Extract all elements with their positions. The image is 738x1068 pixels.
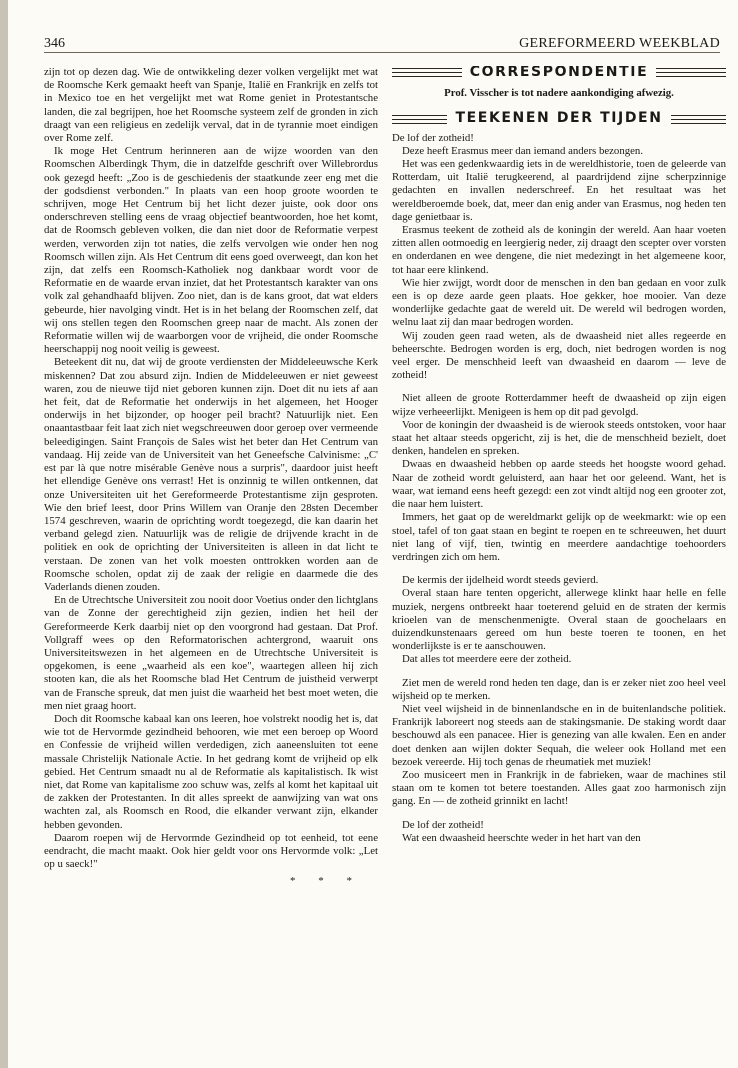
article-paragraph: Immers, het gaat op de wereldmarkt gelijk op de weekmarkt: wie op een stoel, tafel of ton gaat staan en begint te roepen en te schreeuwen, het duurt niet lang of vijf, tien, twintig en meerdere aandachtige toehoorders verdringen zich om hem. [392,511,726,563]
correspondentie-notice: Prof. Visscher is tot nadere aankondiging afwezig. [444,87,674,100]
page-header [44,30,720,53]
article-paragraph: Zoo musiceert men in Frankrijk in de fabrieken, waar de machines stil staan om te komen tot betere toestanden. Alles gaat zoo harmonisch zijn gang. En — de zotheid grinnikt en lacht! [392,768,726,808]
article-paragraph: Daarom roepen wij de Hervormde Gezindheid op tot eenheid, tot eene eendracht, die macht maakt. Ook hier geldt voor ons Hervormde volk: „Let op u saeck!" [44,831,378,871]
heading-rule-right [656,68,726,77]
heading-rule-left [392,115,447,124]
correspondentie-heading [392,66,726,79]
article-paragraph: Ik moge Het Centrum herinneren aan de wijze woorden van den Roomschen Alberdingk Thym, die in datzelfde geschrift over Willebrordus ook gezegd heeft: „Zoo is de geschiedenis der staatkunde zeer eng met die der godsdienst verbonden." In plaats van een hoop groote woorden te schrijven, moge Het Centrum bij het licht dezer juiste, ook door ons onderschreven stelling eens de vraag objectief beantwoorden, hoe het komt, dat de Roomsch gebleven volken, die dan niet door de Reformatie verpest werden, verworden zijn tot naties, die zelfs vervolgen wie onder hen nog Roomsch willen zijn. Als Het Centrum dit eens goed overweegt, dan kon het zijn, dat zelfs een Roomsch-Katholiek nog dankbaar wordt voor de Reformatie en de waarde ervan inziet, dat het Protestantsch karakter van ons volk zal gehandhaafd blijven. Zoo niet, dan is de kans groot, dat wat elders gebeurde, hier navolging vindt. Het is in het belang der Roomschen zelf, dat wij ons stellen tegen den Roomschen greep naar de macht. Als zonen der Reformatie willen wij de waarborgen voor de vrijheid, die onder Roomsche heerschappij nog nooit veilig is geweest. [44,145,378,356]
heading-rule-right [671,115,726,124]
article-paragraph: Dat alles tot meerdere eere der zotheid. [402,653,572,666]
article-paragraph: Niet alleen de groote Rotterdammer heeft de dwaasheid op zijn eigen wijze verheeerlijkt. Menigeen is hem op dit pad gevolgd. [392,392,726,418]
article-paragraph: De lof der zotheid! [392,131,474,144]
article-paragraph: Wij zouden geen raad weten, als de dwaasheid niet alles regeerde en beheerschte. Bedrogen worden is erg, doch, niet bedrogen worden is nog veel erger. De menschheid leeft van dwaasheid en daarom — leve de zotheid! [392,329,726,382]
article-paragraph: Niet veel wijsheid in de binnenlandsche en in de buitenlandsche politiek. Frankrijk laboreert nog steeds aan de stakingsmanie. De staking wordt daar beschouwd als een panacee. Hier is genezing van alle kwalen. Een en ander doet denken aan wijlen dokter Sequah, die weleer ook Holland met een bezoek vereerde. Hij toch genas de rheumatiek met muziek! [392,702,726,768]
article-paragraph: Voor de koningin der dwaasheid is de wierook steeds ontstoken, voor haar staat het altaar steeds opgericht, zij is het, die de menschheid bezielt, doet denken, handelen en spreken. [392,418,726,458]
correspondentie-title: CORRESPONDENTIE [469,66,649,80]
page-number: 346 [44,36,65,51]
article-paragraph: Overal staan hare tenten opgericht, allerwege klinkt haar helle en felle muziek, nergens ontbreekt haar toeterend geluid en de straten der kermis krioelen van de menschenmenigte. Overal staan de goochelaars en duizendkunstenaars gereed om hun beste toeren te toonen, en het wonderlijkste is er te aanschouwen. [392,587,726,653]
article-paragraph: Wat een dwaasheid heerschte weder in het hart van den [402,831,641,844]
section-separator-stars: * * * [290,875,362,888]
heading-rule-left [392,68,462,77]
article-paragraph: Erasmus teekent de zotheid als de koningin der wereld. Aan haar voeten zitten allen ootmoedig en leergierig neder, zij draagt den scepter over vorsten en onderdanen en wee dengene, die niet medezingt in het algemeene koor, tot haar eere klinkend. [392,224,726,276]
article-paragraph: Doch dit Roomsche kabaal kan ons leeren, hoe volstrekt noodig het is, dat wie tot de Hervormde gezindheid behooren, wie met een beroep op Woord en Confessie de vrijheid willen verdedigen, zich aaneensluiten tot eene massale Christelijk Nationale Actie. In het gedrang komt de vrijheid op elk gebied. Het Centrum smaadt nu al de Reformatie als kapitalistisch. Ik wist niet, dat Rome van kapitalisme zoo schuw was, zelfs al komt het kapitaal uit de zakken der Protestanten. In dit alles spreekt de aanwijzing van wat ons wachten zal, als Roomsch en Rood, die elkander verwant zijn, elkander hebben gevonden. [44,712,378,831]
article-paragraph: De kermis der ijdelheid wordt steeds gevierd. [402,574,599,587]
right-column [392,66,726,1036]
article-paragraph: De lof der zotheid! [402,818,484,831]
article-paragraph: En de Utrechtsche Universiteit zou nooit door Voetius onder den lichtglans van de Zonne der gerechtigheid zijn gezien, indien het heil der Gereformeerde Kerk daarbij niet op den voorgrond had gestaan. Dat Prof. Vollgraff wees op den Reformatorischen achtergrond, waaruit ons Universiteitswezen in het algemeen en de Utrechtsche Universiteit is opgekomen, is eene „waarheid als een koe", waartegen alleen hij zich stooten kan, die als het Roomsche blad Het Centrum de juistheid verwerpt van de Fransche spreuk, dat men juist die waarheid het best moet weten, die men niet graag hoort. [44,594,378,712]
article-paragraph: Dwaas en dwaasheid hebben op aarde steeds het hoogste woord gehad. Naar de zotheid wordt geluisterd, aan haar het oor geleend. Want, het is waar, wat iemand eens heeft gezegd: een zot vindt altijd nog een grooter zot, die naar hem luistert. [392,458,726,511]
teekenen-heading [392,112,726,125]
article-paragraph: Wie hier zwijgt, wordt door de menschen in den ban gedaan en voor zulk een is op deze aarde geen plaats. Hoe gekker, hoe mooier. Van deze wonderlijke gedachte gaat de wereld uit. De wereld wil bedrogen worden, welnu laat zij dan maar bedrogen worden. [392,276,726,329]
teekenen-title: TEEKENEN DER TIJDEN [455,110,663,127]
article-paragraph: Het was een gedenkwaardig iets in de wereldhistorie, toen de geleerde van Rotterdam, uit Italië terugkeerend, al paardrijdend zijne scherpzinnige gedachten en invallen nederschreef. En het resultaat was het wereldberoemde boek, dat, meer dan enig ander van Erasmus, nog heden ten dage genietbaar is. [392,158,726,223]
article-paragraph: Beteekent dit nu, dat wij de groote verdiensten der Middeleeuwsche Kerk miskennen? Dat zou absurd zijn. Indien de Middeleeuwen er niet geweest waren, zou de nieuwe tijd niet geboren kunnen zijn. Doet dit nu iets af aan het feit, dat de Reformatie het onderwijs in het algemeen, het Hooger onderwijs in het bijzonder, op hooger peil bracht? Natuurlijk niet. Een onaantastbaar feit laat zich niet wegschreeuwen door geroep over vermeende beleedigingen. Saint François de Sales wist het beter dan Het Centrum van vandaag. Hij zeide van de Universiteit van het Geneefsche Calvinisme: „C' est par là que notre misérable Genève nous a surpris", daardoor juist heeft het ellendige Genève ons verrast! Het is onzinnig te willen ontkennen, dat onze Universiteiten uit het Gereformeerde Protestantisme zijn gesproten. Wie den brief leest, door Prins Willem van Oranje den 28sten December 1574 geschreven, waarin de oprichting wordt toegezegd, die kan daarin het verband gelegd zien. Natuurlijk was de religie de drijvende kracht in de politiek en ook de oprichting der Universiteiten is alleen in dat licht te verstaan. De zonen van het volk moesten onttrokken worden aan de Roomsche scholen, opdat zij de zaak der religie en daarmede die des Vaderlands dienen zouden. [44,356,378,593]
left-column [44,66,378,1036]
article-paragraph: zijn tot op dezen dag. Wie de ontwikkeling dezer volken vergelijkt met wat de Roomsche Kerk gemaakt heeft van Spanje, Italië en Frankrijk en zelfs tot in Mexico toe en het vergelijkt met wat Rome geniet in Protestantsche landen, die zal begrijpen, hoe het Roomsche systeem zelf de gronden in zich draagt van een religieus en zedelijk verval, dat in de tyrannie moet eindigen over Rome zelf. [44,66,378,145]
article-paragraph: Ziet men de wereld rond heden ten dage, dan is er zeker niet zoo heel veel wijsheid op te merken. [392,676,726,702]
article-paragraph: Deze heeft Erasmus meer dan iemand anders bezongen. [402,144,644,157]
publication-title: GEREFORMEERD WEEKBLAD [519,36,720,51]
